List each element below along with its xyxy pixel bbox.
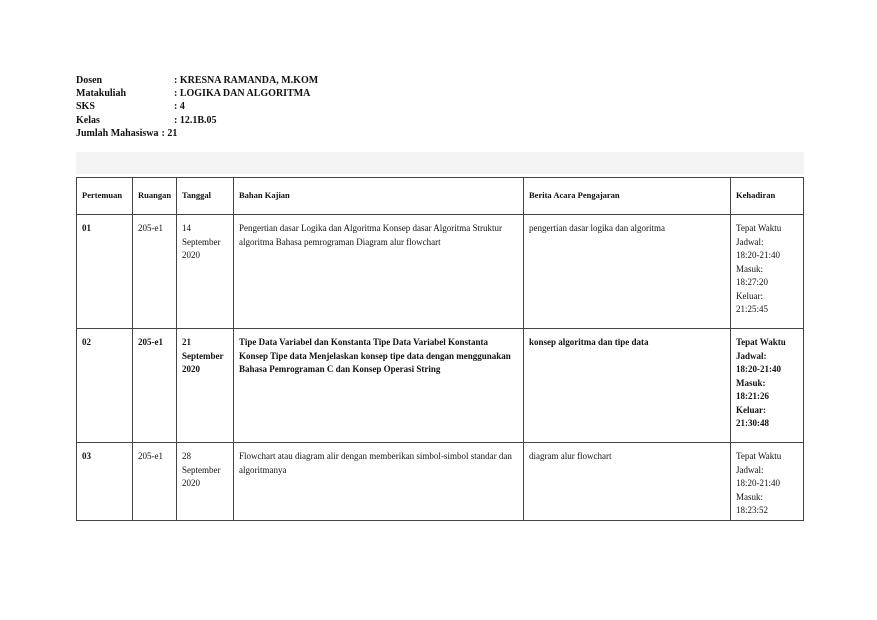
col-header-bahan-kajian: Bahan Kajian — [234, 178, 524, 215]
table-row — [77, 329, 804, 443]
matakuliah-label: Matakuliah — [76, 88, 127, 100]
dosen-row — [76, 74, 318, 87]
sks-value: : 4 — [174, 101, 185, 113]
jumlah-label: Jumlah Mahasiswa — [76, 127, 159, 139]
table-row — [77, 443, 804, 521]
kelas-value: : 12.1B.05 — [174, 114, 217, 126]
cell-ruangan: 205-e1 — [133, 443, 177, 521]
kehadiran-masuk: 18:21:26 — [736, 391, 769, 401]
kehadiran-masuk-label: Masuk: — [736, 263, 763, 274]
kehadiran-jadwal-label: Jadwal: — [736, 464, 764, 475]
cell-pertemuan: 03 — [77, 443, 133, 521]
kehadiran-status: Tepat Waktu — [736, 223, 782, 233]
cell-berita-acara: pengertian dasar logika dan algoritma — [524, 215, 731, 329]
kehadiran-status: Tepat Waktu — [736, 451, 782, 461]
cell-bahan-kajian: Pengertian dasar Logika dan Algoritma Konsep dasar Algoritma Struktur algoritma Bahasa pemrograman Diagram alur flowchart — [234, 215, 524, 329]
separator-band — [76, 152, 804, 174]
cell-bahan-kajian: Flowchart atau diagram alir dengan memberikan simbol-simbol standar dan algoritmanya — [234, 443, 524, 521]
dosen-label: Dosen — [76, 75, 103, 86]
cell-ruangan: 205-e1 — [133, 329, 177, 443]
cell-tanggal: 28 September 2020 — [177, 443, 234, 521]
kehadiran-keluar-label: Keluar: — [736, 404, 766, 415]
matakuliah-value: : LOGIKA DAN ALGORITMA — [174, 88, 311, 100]
kehadiran-keluar-label: Keluar: — [736, 290, 763, 301]
cell-tanggal: 14 September 2020 — [177, 215, 234, 329]
kehadiran-keluar: 21:25:45 — [736, 304, 769, 314]
jumlah-row — [76, 127, 318, 140]
table-row — [77, 215, 804, 329]
cell-bahan-kajian: Tipe Data Variabel dan Konstanta Tipe Data Variabel Konstanta Konsep Tipe data Menjelaskan konsep tipe data dengan menggunakan Bahasa Pemrograman C dan Konsep Operasi String — [234, 329, 524, 443]
kehadiran-masuk-label: Masuk: — [736, 377, 766, 388]
sks-row — [76, 100, 318, 113]
cell-kehadiran — [731, 329, 804, 443]
cell-kehadiran — [731, 215, 804, 329]
sks-label: SKS — [76, 101, 95, 113]
kehadiran-jadwal: 18:20-21:40 — [736, 250, 780, 260]
col-header-tanggal: Tanggal — [177, 178, 234, 215]
lecturer-info — [76, 74, 318, 140]
col-header-ruangan: Ruangan — [133, 178, 177, 215]
table-header-row — [77, 178, 804, 215]
kehadiran-masuk-label: Masuk: — [736, 491, 763, 502]
cell-berita-acara: diagram alur flowchart — [524, 443, 731, 521]
kehadiran-jadwal: 18:20-21:40 — [736, 478, 780, 488]
cell-kehadiran — [731, 443, 804, 521]
dosen-value: : KRESNA RAMANDA, M.KOM — [174, 75, 319, 86]
col-header-kehadiran: Kehadiran — [731, 178, 804, 215]
kehadiran-keluar: 21:30:48 — [736, 418, 769, 428]
kehadiran-jadwal-label: Jadwal: — [736, 236, 764, 247]
cell-pertemuan: 01 — [77, 215, 133, 329]
col-header-pertemuan: Pertemuan — [77, 178, 133, 215]
kehadiran-masuk: 18:27:20 — [736, 277, 769, 287]
cell-ruangan: 205-e1 — [133, 215, 177, 329]
cell-tanggal: 21 September 2020 — [177, 329, 234, 443]
col-header-berita-acara: Berita Acara Pengajaran — [524, 178, 731, 215]
matakuliah-row — [76, 87, 318, 100]
kehadiran-status: Tepat Waktu — [736, 337, 786, 347]
kehadiran-jadwal: 18:20-21:40 — [736, 364, 781, 374]
cell-berita-acara: konsep algoritma dan tipe data — [524, 329, 731, 443]
cell-pertemuan: 02 — [77, 329, 133, 443]
kelas-label: Kelas — [76, 114, 100, 126]
kehadiran-masuk: 18:23:52 — [736, 505, 769, 515]
jumlah-value: : 21 — [161, 127, 178, 139]
attendance-table — [76, 177, 804, 521]
kelas-row — [76, 114, 318, 127]
kehadiran-jadwal-label: Jadwal: — [736, 350, 767, 361]
